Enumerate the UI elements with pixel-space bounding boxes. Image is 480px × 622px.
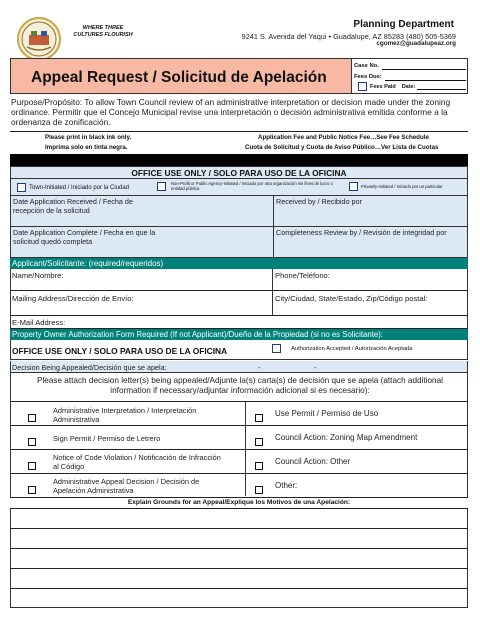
completeness-review-field[interactable]: Completeness Review by / Revisión de integridad por — [276, 228, 447, 237]
privately-label: Privately-Initiated / Iniciado por un particular — [361, 184, 443, 189]
received-by-field[interactable]: Received by / Recibido por — [276, 197, 362, 206]
owner-authorization-label: Property Owner Authorization Form Required (If not Applicant)/Dueño de la Propiedad (si no es Solicitante): — [12, 330, 383, 339]
date-field[interactable] — [417, 84, 466, 90]
authorization-label: Authorization Accepted / Autorización Aceptada — [291, 345, 413, 352]
department-email: cgomez@guadalupeaz.org — [376, 40, 456, 47]
nonprofit-checkbox[interactable] — [157, 182, 166, 191]
option-admin-interpretation-label: Administrative Interpretation / Interpretación Administrativa — [53, 406, 197, 424]
case-no-field[interactable] — [382, 64, 466, 70]
grounds-area[interactable] — [10, 508, 468, 608]
option-admin-appeal-checkbox[interactable] — [28, 486, 36, 494]
privately-checkbox[interactable] — [349, 182, 358, 191]
case-no-label: Case No. — [354, 63, 379, 69]
department-address: 9241 S. Avenida del Yaqui • Guadalupe, AZ 85283 (480) 505-5369 — [241, 32, 456, 41]
applicant-city-field[interactable]: City/Ciudad, State/Estado, Zip/Código postal: — [275, 294, 428, 303]
department-name: Planning Department — [353, 19, 454, 30]
fee-instruction-es: Cuota de Solicitud y Cuota de Aviso Público…Ver Lista de Cuotas — [245, 144, 439, 151]
decision-label: Decision Being Appealed/Decisión que se apela: — [12, 363, 167, 372]
decision-dash-1: - — [258, 363, 261, 372]
grounds-label: Explain Grounds for an Appeal/Explique los Motivos de una Apelación: — [127, 499, 351, 506]
option-use-permit-checkbox[interactable] — [255, 414, 263, 422]
option-council-other-checkbox[interactable] — [255, 462, 263, 470]
owner-authorization-bar — [10, 329, 468, 340]
fees-due-label: Fees Due: — [354, 74, 382, 80]
option-sign-permit-label: Sign Permit / Permiso de Letrero — [53, 434, 161, 443]
fees-due-field[interactable] — [385, 75, 466, 81]
town-seal — [17, 17, 61, 61]
applicant-header-label: Applicant/Solicitante: (required/requeridos) — [12, 259, 164, 268]
fees-paid-label: Fees Paid — [370, 83, 396, 90]
date-complete-field[interactable]: Date Application Complete / Fecha en que la solicitud quedó completa — [13, 228, 156, 246]
authorization-checkbox[interactable] — [272, 344, 281, 353]
date-label: Date: — [401, 83, 416, 90]
attach-note: Please attach decision letter(s) being appealed/Adjunte la(s) carta(s) de decisión que se apela (attach additional information if necessary/adjuntar información adicional si es necesario): — [37, 376, 443, 395]
motto-line1: WHERE THREE — [82, 25, 124, 31]
page-title: Appeal Request / Solicitud de Apelación — [31, 69, 327, 86]
ink-instruction-es: Imprima solo en tinta negra. — [45, 144, 128, 151]
option-other-checkbox[interactable] — [255, 486, 263, 494]
applicant-header — [10, 258, 468, 269]
applicant-email-field[interactable]: E-Mail Address: — [12, 318, 66, 327]
motto-line2: CULTURES FLOURISH — [73, 32, 133, 38]
office-use-2-title: OFFICE USE ONLY / SOLO PARA USO DE LA OFICINA — [12, 346, 228, 356]
date-received-field[interactable]: Date Application Received / Fecha de recepción de la solicitud — [13, 197, 133, 215]
option-code-violation-checkbox[interactable] — [28, 462, 36, 470]
option-other-label: Other: — [275, 481, 298, 490]
fees-paid-checkbox[interactable] — [358, 82, 367, 91]
town-initiated-label: Town-Initiated / Iniciado por la Ciudad — [29, 184, 130, 191]
applicant-phone-field[interactable]: Phone/Teléfono: — [275, 271, 330, 280]
option-admin-interpretation-checkbox[interactable] — [28, 414, 36, 422]
nonprofit-label: Non-Profit or Public Agency-Initiated / Iniciado por otra organización sin fines de lucro o entidad pública — [171, 181, 333, 191]
purpose-text: Purpose/Propósito: To allow Town Council review of an administrative interpretation or decision made under the zoning ordinance. Permitir que el Concejo Municipal revise una interpretación o decisión administrativa emitida conforme a la ordenanza de zonificación. — [11, 97, 451, 127]
town-initiated-checkbox[interactable] — [17, 183, 26, 192]
option-code-violation-label: Notice of Code Violation / Notificación de Infracción al Código — [53, 453, 221, 471]
office-use-block — [10, 166, 468, 258]
applicant-name-field[interactable]: Name/Nombre: — [12, 271, 64, 280]
option-sign-permit-checkbox[interactable] — [28, 438, 36, 446]
decision-dash-2: - — [314, 363, 317, 372]
option-use-permit-label: Use Permit / Permiso de Uso — [275, 409, 379, 418]
option-council-other-label: Council Action: Other — [275, 457, 351, 466]
option-admin-appeal-label: Administrative Appeal Decision / Decisión de Apelación Administrativa — [53, 477, 200, 495]
seal-icon — [19, 19, 59, 59]
ink-instruction-en: Please print in black ink only. — [45, 134, 132, 141]
option-zoning-map-checkbox[interactable] — [255, 438, 263, 446]
black-divider — [10, 154, 468, 166]
office-use-title: OFFICE USE ONLY / SOLO PARA USO DE LA OFICINA — [131, 168, 347, 178]
fee-instruction-en: Application Fee and Public Notice Fee…See Fee Schedule — [258, 134, 429, 141]
title-bar — [10, 58, 468, 94]
applicant-mailing-field[interactable]: Mailing Address/Dirección de Envío: — [12, 294, 134, 303]
option-zoning-map-label: Council Action: Zoning Map Amendment — [275, 433, 418, 442]
